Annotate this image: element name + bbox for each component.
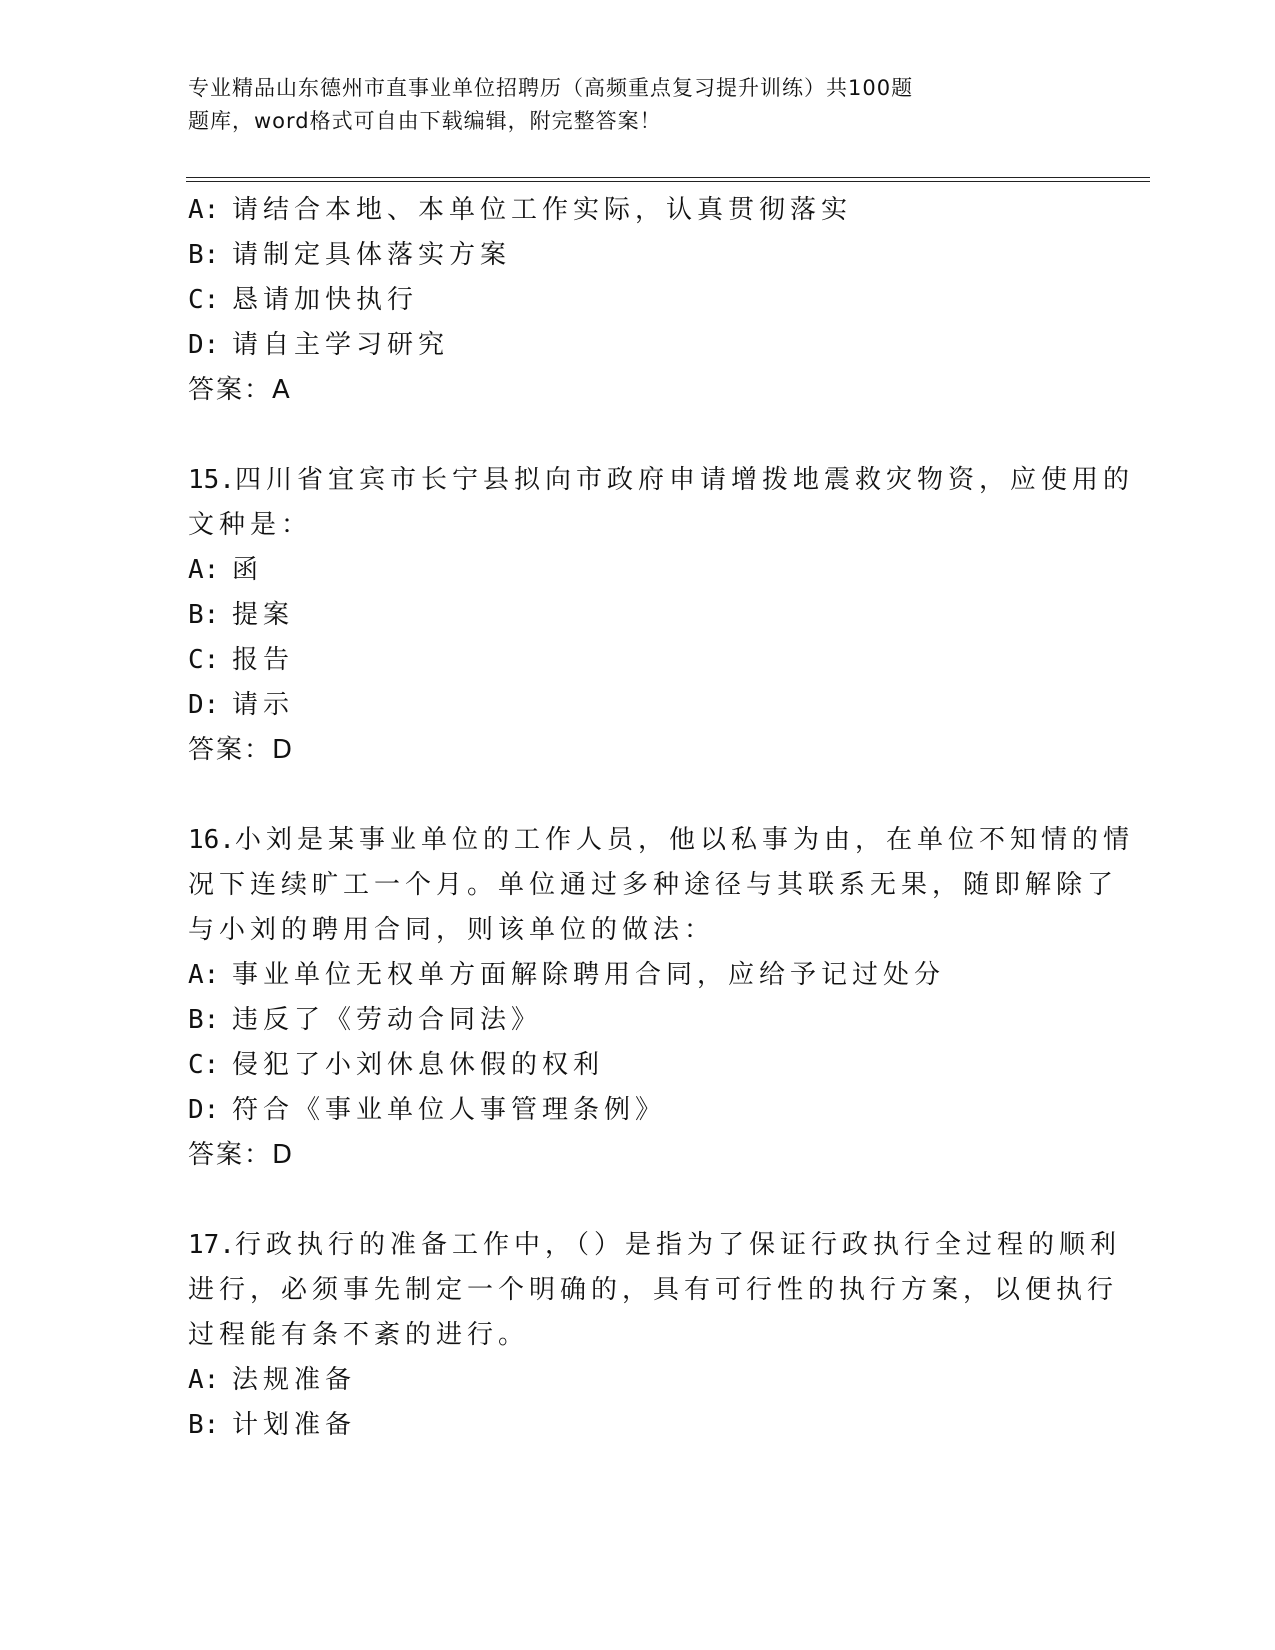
q15-option-c <box>188 644 294 676</box>
question-number: 16. <box>188 825 235 855</box>
q17-option-b <box>188 1409 356 1441</box>
q16-stem-line-2: 况下连续旷工一个月。单位通过多种途径与其联系无果，随即解除了 <box>188 870 1119 900</box>
stem-text: 行政执行的准备工作中，（）是指为了保证行政执行全过程的顺利 <box>234 1230 1121 1260</box>
option-letter: C: <box>188 1050 220 1080</box>
option-text: 提案 <box>232 600 295 630</box>
option-letter: A: <box>188 555 220 585</box>
q17-stem-line-1 <box>188 1229 1121 1261</box>
q15-option-d <box>188 689 294 721</box>
header-title-line-1: 专业精品山东德州市直事业单位招聘历（高频重点复习提升训练）共100题 <box>188 76 914 100</box>
option-letter: C: <box>188 645 220 675</box>
option-letter: B: <box>188 600 220 630</box>
q16-stem-line-3: 与小刘的聘用合同，则该单位的做法： <box>188 915 716 945</box>
option-letter: A: <box>188 1365 220 1395</box>
stem-text: 四川省宜宾市长宁县拟向市政府申请增拨地震救灾物资，应使用的 <box>234 465 1134 495</box>
q17-option-a <box>188 1364 356 1396</box>
option-letter: B: <box>188 1410 220 1440</box>
q17-stem-line-2: 进行，必须事先制定一个明确的，具有可行性的执行方案，以便执行 <box>188 1275 1119 1305</box>
option-text: 报告 <box>232 645 295 675</box>
option-text: 事业单位无权单方面解除聘用合同，应给予记过处分 <box>232 960 946 990</box>
option-letter: D: <box>188 330 220 360</box>
stem-text: 小刘是某事业单位的工作人员，他以私事为由，在单位不知情的情 <box>234 825 1134 855</box>
q16-option-c <box>188 1049 604 1081</box>
q16-option-a <box>188 959 945 991</box>
header-divider-bottom <box>186 181 1150 182</box>
q14-option-b <box>188 239 511 271</box>
q16-answer: 答案：D <box>188 1140 295 1170</box>
q16-stem-line-1 <box>188 824 1134 856</box>
option-text: 请结合本地、本单位工作实际，认真贯彻落实 <box>232 195 853 225</box>
option-letter: A: <box>188 960 220 990</box>
option-text: 符合《事业单位人事管理条例》 <box>232 1095 667 1125</box>
option-letter: C: <box>188 285 220 315</box>
q14-option-a <box>188 194 852 226</box>
option-text: 法规准备 <box>232 1365 357 1395</box>
option-text: 请自主学习研究 <box>232 330 450 360</box>
q15-stem-line-2: 文种是： <box>188 510 313 540</box>
q17-stem-line-3: 过程能有条不紊的进行。 <box>188 1320 530 1350</box>
q15-option-b <box>188 599 294 631</box>
question-number: 15. <box>188 465 235 495</box>
option-text: 请示 <box>232 690 295 720</box>
q16-option-b <box>188 1004 542 1036</box>
header-title-line-2: 题库，word格式可自由下载编辑，附完整答案！ <box>188 109 662 133</box>
option-letter: B: <box>188 240 220 270</box>
option-text: 违反了《劳动合同法》 <box>232 1005 543 1035</box>
option-text: 函 <box>232 555 264 585</box>
question-number: 17. <box>188 1230 235 1260</box>
q14-answer: 答案：A <box>188 375 292 405</box>
option-text: 侵犯了小刘休息休假的权利 <box>232 1050 605 1080</box>
q15-option-a <box>188 554 263 586</box>
option-text: 恳请加快执行 <box>232 285 419 315</box>
option-text: 计划准备 <box>232 1410 357 1440</box>
q14-option-d <box>188 329 449 361</box>
option-letter: D: <box>188 690 220 720</box>
q15-answer: 答案：D <box>188 735 295 765</box>
q14-option-c <box>188 284 418 316</box>
option-letter: A: <box>188 195 220 225</box>
option-letter: B: <box>188 1005 220 1035</box>
option-letter: D: <box>188 1095 220 1125</box>
q15-stem-line-1 <box>188 464 1134 496</box>
option-text: 请制定具体落实方案 <box>232 240 512 270</box>
document-header <box>188 72 1048 138</box>
q16-option-d <box>188 1094 666 1126</box>
header-divider-top <box>186 177 1150 178</box>
